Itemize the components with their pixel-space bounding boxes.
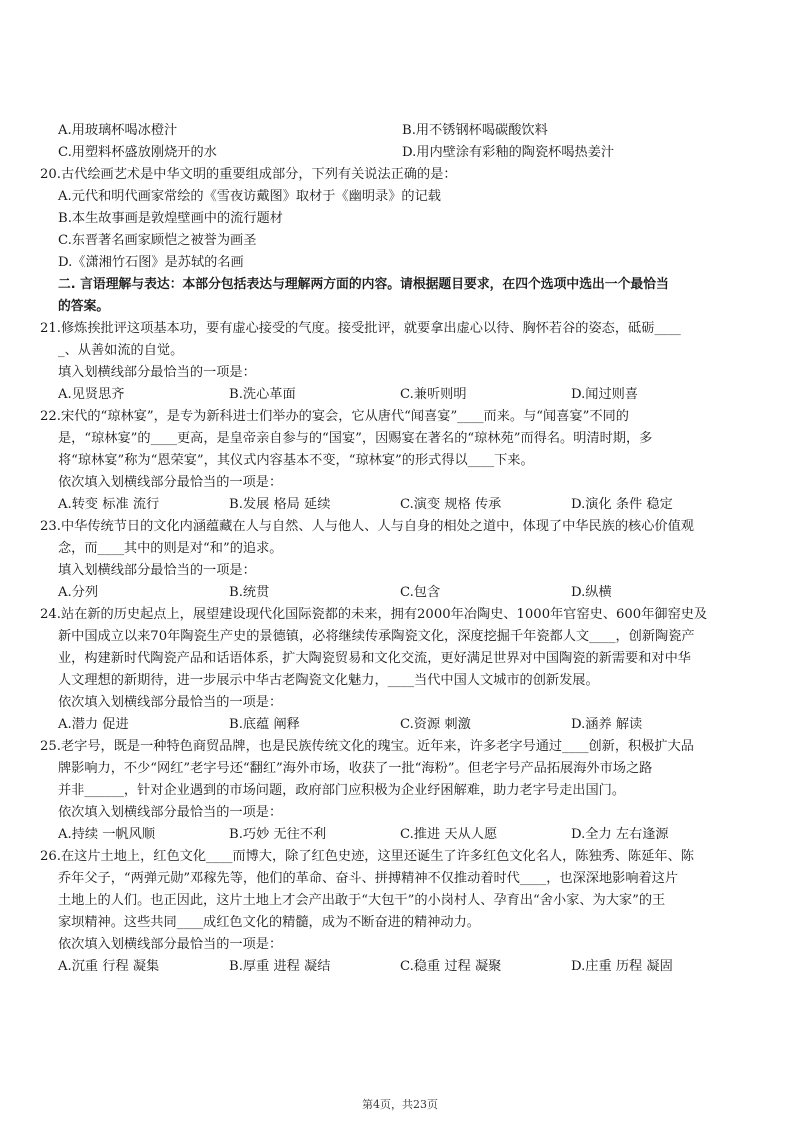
q23-option-a: A.分列 [58,585,99,600]
q20-option-c: C.东晋著名画家顾恺之被誉为画圣 [58,233,257,248]
q26-prompt: 依次填入划横线部分最恰当的一项是： [58,937,283,952]
q22-option-c: C.演变 规格 传承 [400,497,502,512]
q21-option-a: A.见贤思齐 [58,387,125,402]
q21-option-b: B.洗心革面 [229,387,296,402]
page-content [40,120,768,978]
q23-option-d: D.纵横 [571,585,612,600]
q24-option-a: A.潜力 促进 [58,717,129,732]
q23-option-b: B.统贯 [229,585,270,600]
q26-option-a: A.沉重 行程 凝集 [58,959,160,974]
q23-prompt: 填入划横线部分最恰当的一项是： [58,563,256,578]
q22-options [40,494,768,516]
q20-stem: 20.古代绘画艺术是中华文明的重要组成部分，下列有关说法正确的是： [40,167,457,182]
q26-stem-line-4: 家坝精神。这些共同____成红色文化的精髓，成为不断奋进的精神动力。 [58,915,480,930]
q22-option-a: A.转变 标准 流行 [58,497,160,512]
q19-option-d: D.用内壁涂有彩釉的陶瓷杯喝热姜汁 [402,145,615,160]
q19-options-row-1 [40,120,768,142]
q26-option-b: B.厚重 进程 凝结 [229,959,331,974]
q19-option-c: C.用塑料杯盛放刚烧开的水 [58,145,217,160]
q21-options [40,384,768,406]
q22-option-b: B.发展 格局 延续 [229,497,331,512]
q22-stem-line-2: 是，“琼林宴”的____更高，是皇帝亲自参与的“国宴”，因赐宴在著名的“琼林苑”而得名。明清时期，多 [58,431,653,446]
q22-stem-line-3: 将“琼林宴”称为“恩荣宴”，其仪式内容基本不变，“琼林宴”的形式得以____下来。 [58,453,534,468]
q24-option-d: D.涵养 解读 [571,717,643,732]
q25-stem-line-1: 25.老字号，既是一种特色商贸品牌，也是民族传统文化的瑰宝。近年来，许多老字号通过____创新，积极扩大品 [40,739,694,754]
q26-stem-line-1: 26.在这片土地上，红色文化____而博大，除了红色史迹，这里还诞生了许多红色文化名人，陈独秀、陈延年、陈 [40,849,694,864]
q22-stem-line-1: 22.宋代的“琼林宴”，是专为新科进士们举办的宴会，它从唐代“闻喜宴”____而来。与“闻喜宴”不同的 [40,409,629,424]
q21-stem-line-1: 21.修炼挨批评这项基本功，要有虚心接受的气度。接受批评，就要拿出虚心以待、胸怀若谷的姿态，砥砺____ [40,321,681,336]
page-number-footer: 第4页，共23页 [362,1098,438,1111]
q26-stem-line-3: 土地上的人们。也正因此，这片土地上才会产出敢于“大包干”的小岗村人、孕育出“舍小家、为大家”的王 [58,893,666,908]
q25-option-c: C.推进 天从人愿 [400,827,498,842]
q25-prompt: 依次填入划横线部分最恰当的一项是： [58,805,283,820]
q23-stem-line-2: 念，而____其中的则是对“和”的追求。 [58,541,283,556]
q26-stem-line-2: 乔年父子，“两弹元勋”邓稼先等，他们的革命、奋斗、拼搏精神不仅推动着时代____，也深深地影响着这片 [58,871,679,886]
q24-prompt: 依次填入划横线部分最恰当的一项是： [58,695,283,710]
q21-option-c: C.兼听则明 [400,387,467,402]
q21-option-d: D.闻过则喜 [571,387,639,402]
q24-options [40,714,768,736]
q19-options-row-2 [40,142,768,164]
q20-option-b: B.本生故事画是敦煌壁画中的流行题材 [58,211,283,226]
q23-options [40,582,768,604]
q26-option-c: C.稳重 过程 凝聚 [400,959,502,974]
q25-option-b: B.巧妙 无往不利 [229,827,327,842]
q20-option-a: A.元代和明代画家常绘的《雪夜访戴图》取材于《幽明录》的记载 [58,189,441,204]
q23-stem-line-1: 23.中华传统节日的文化内涵蕴藏在人与自然、人与他人、人与自身的相处之道中，体现了中华民族的核心价值观 [40,519,694,534]
q21-prompt: 填入划横线部分最恰当的一项是： [58,365,256,380]
q24-stem-line-4: 人文理想的新期待，进一步展示中华古老陶瓷文化魅力，____当代中国人文城市的创新发展。 [58,673,599,688]
q24-option-c: C.资源 刺激 [400,717,471,732]
q25-stem-line-3: 并非______，针对企业遇到的市场问题，政府部门应积极为企业纾困解难，助力老字号走出国门。 [58,783,626,798]
q22-option-d: D.演化 条件 稳定 [571,497,673,512]
q26-options [40,956,768,978]
q20-option-d: D.《潇湘竹石图》是苏轼的名画 [58,255,244,270]
q24-stem-line-2: 新中国成立以来70年陶瓷生产史的景德镇，必将继续传承陶瓷文化，深度挖掘千年瓷都人文____，创新陶瓷产 [58,629,695,644]
q24-option-b: B.底蕴 阐释 [229,717,300,732]
q25-option-a: A.持续 一帆风顺 [58,827,156,842]
section-2-title: 二. 言语理解与表达：本部分包括表达与理解两方面的内容。请根据题目要求，在四个选项中选出一个最恰当 [58,277,669,292]
section-2-title-cont: 的答案。 [58,299,110,314]
q19-option-b: B.用不锈钢杯喝碳酸饮料 [402,123,548,138]
q24-stem-line-1: 24.站在新的历史起点上，展望建设现代化国际瓷都的未来，拥有2000年冶陶史、1000年官窑史、600年御窑史及 [40,607,708,622]
q26-option-d: D.庄重 历程 凝固 [571,959,673,974]
q25-stem-line-2: 牌影响力，不少“网红”老字号还“翻红”海外市场，收获了一批“海粉”。但老字号产品拓展海外市场之路 [58,761,653,776]
q19-option-a: A.用玻璃杯喝冰橙汁 [58,123,178,138]
q22-prompt: 依次填入划横线部分最恰当的一项是： [58,475,283,490]
q25-option-d: D.全力 左右逢源 [571,827,669,842]
q23-option-c: C.包含 [400,585,441,600]
q25-options [40,824,768,846]
q24-stem-line-3: 业，构建新时代陶瓷产品和话语体系，扩大陶瓷贸易和文化交流，更好满足世界对中国陶瓷的新需要和对中华 [58,651,691,666]
q21-stem-line-2: _、从善如流的自觉。 [58,343,184,358]
